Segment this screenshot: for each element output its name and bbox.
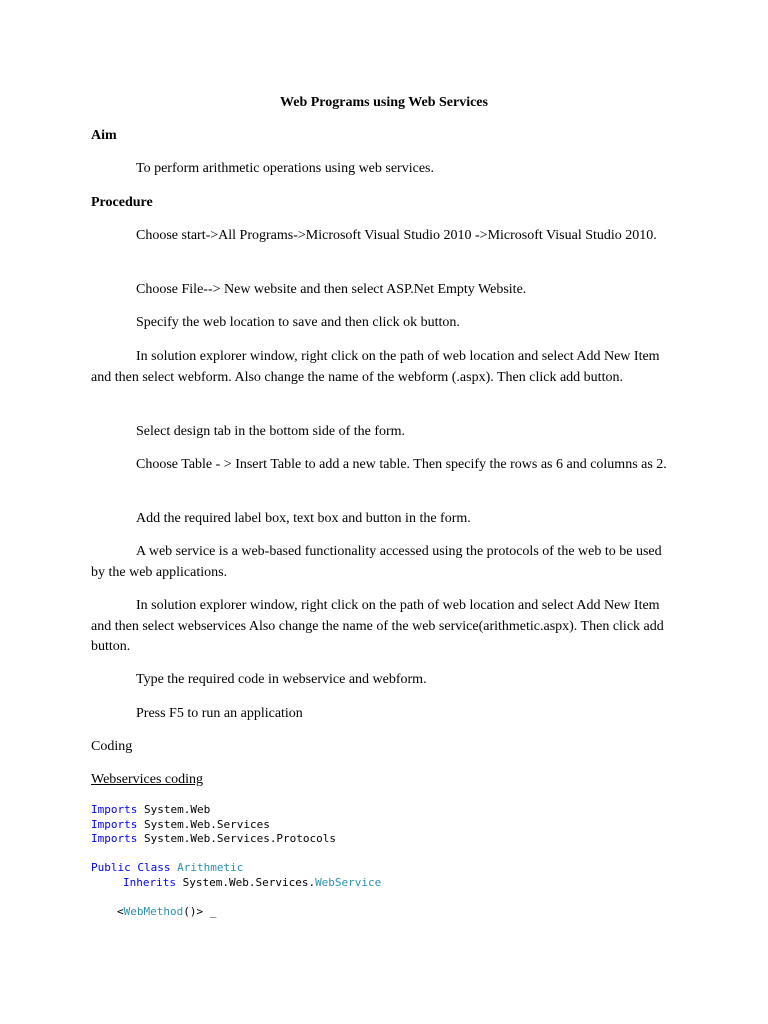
- code-line-class: [91, 861, 243, 876]
- inherits-namespace: System.Web.Services.: [182, 876, 316, 889]
- attribute-open: <: [117, 905, 124, 918]
- code-line-import-3: [91, 832, 336, 847]
- procedure-heading: Procedure: [91, 195, 153, 210]
- keyword-class: Class: [137, 861, 171, 874]
- webservices-coding-heading: Webservices coding: [91, 772, 203, 787]
- code-line-import-2: [91, 818, 270, 833]
- code-line-attribute: [117, 905, 216, 920]
- keyword-imports: Imports: [91, 803, 138, 816]
- coding-heading: Coding: [91, 739, 133, 754]
- code-line-import-1: [91, 803, 210, 818]
- procedure-step: Choose start->All Programs->Microsoft Visual Studio 2010 ->Microsoft Visual Studio 2010.: [136, 228, 657, 243]
- aim-text: To perform arithmetic operations using web services.: [136, 161, 434, 176]
- class-name: Arithmetic: [177, 861, 244, 874]
- procedure-step: In solution explorer window, right click on the path of web location and select Add New Item and then select webservices Also change the name of the web service(arithmetic.aspx). Then click add button.: [91, 598, 664, 654]
- procedure-step: Type the required code in webservice and webform.: [136, 672, 427, 687]
- procedure-step: Add the required label box, text box and button in the form.: [136, 511, 471, 526]
- procedure-step: Choose File--> New website and then select ASP.Net Empty Website.: [136, 282, 527, 297]
- procedure-step: A web service is a web-based functionality accessed using the protocols of the web to be used by the web applications.: [91, 544, 662, 580]
- keyword-public: Public: [91, 861, 131, 874]
- import-namespace: System.Web.Services: [143, 818, 270, 831]
- aim-heading: Aim: [91, 128, 117, 143]
- keyword-imports: Imports: [91, 818, 138, 831]
- procedure-step: Specify the web location to save and then click ok button.: [136, 315, 460, 330]
- document-title: Web Programs using Web Services: [280, 95, 488, 110]
- import-namespace: System.Web.Services.Protocols: [143, 832, 337, 845]
- procedure-step: Choose Table - > Insert Table to add a new table. Then specify the rows as 6 and columns as 2.: [136, 457, 667, 472]
- code-line-inherits: [123, 876, 381, 891]
- procedure-step: In solution explorer window, right click on the path of web location and select Add New Item and then select webform. Also change the name of the webform (.aspx). Then click add button.: [91, 349, 660, 385]
- attribute-close: ()> _: [183, 905, 217, 918]
- attribute-name: WebMethod: [123, 905, 184, 918]
- procedure-step: Press F5 to run an application: [136, 706, 303, 721]
- inherits-type: WebService: [315, 876, 382, 889]
- keyword-inherits: Inherits: [123, 876, 176, 889]
- keyword-imports: Imports: [91, 832, 138, 845]
- procedure-step: Select design tab in the bottom side of the form.: [136, 424, 406, 439]
- import-namespace: System.Web: [143, 803, 211, 816]
